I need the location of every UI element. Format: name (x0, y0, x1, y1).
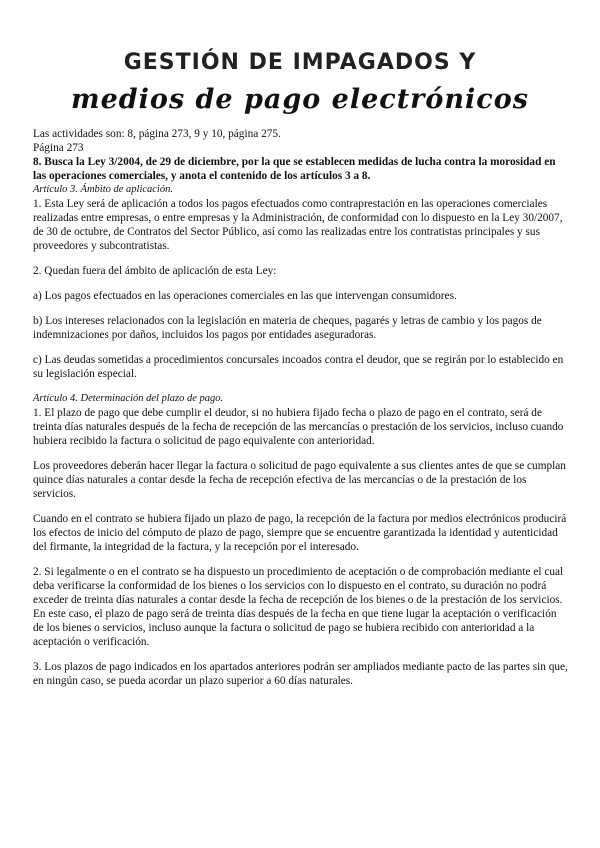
page-title: GESTIÓN DE IMPAGADOS Y (123, 50, 477, 75)
article-4-paragraph: Los proveedores deberán hacer llegar la factura o solicitud de pago equivalente a sus clientes antes de que se cumplan quince días naturales a contar desde la fecha de recepción efectiva de las mercancías o de la prestación de los servicios. (33, 460, 566, 500)
article-3-paragraph: a) Los pagos efectuados en las operaciones comerciales en las que intervengan consumidores. (33, 290, 457, 302)
question-text: 8. Busca la Ley 3/2004, de 29 de diciembre, por la que se establecen medidas de lucha contra la morosidad en las operaciones comerciales, y anota el contenido de los artículos 3 a 8. (33, 156, 556, 182)
article-3-paragraph: 2. Quedan fuera del ámbito de aplicación de esta Ley: (33, 265, 277, 277)
page-line: Página 273 (33, 142, 84, 154)
page-subtitle: medios de pago electrónicos (71, 84, 529, 115)
document-body (33, 127, 568, 699)
article-4-title: Artículo 4. Determinación del plazo de pago. (33, 393, 224, 404)
article-3-title: Artículo 3. Ámbito de aplicación. (33, 184, 173, 195)
intro-block (33, 127, 568, 183)
article-4-paragraph: 1. El plazo de pago que debe cumplir el deudor, si no hubiera fijado fecha o plazo de pago en el contrato, será de treinta días naturales después de la fecha de recepción de las mercancías o prestación de los servicios, incluso cuando hubiera recibido la factura o solicitud de pago equivalente con anterioridad. (33, 407, 564, 447)
article-4-paragraph: Cuando en el contrato se hubiera fijado un plazo de pago, la recepción de la factura por medios electrónicos producirá los efectos de inicio del cómputo de plazo de pago, siempre que se encuentre garantizada la identidad y autenticidad del firmante, la integridad de la factura, y la recepción por el interesado. (33, 513, 567, 553)
activities-line: Las actividades son: 8, página 273, 9 y 10, página 275. (33, 128, 281, 140)
article-3-paragraph: c) Las deudas sometidas a procedimientos concursales incoados contra el deudor, que se regirán por lo establecido en su legislación especial. (33, 354, 564, 380)
article-4-paragraph: 2. Si legalmente o en el contrato se ha dispuesto un procedimiento de aceptación o de comprobación mediante el cual deba verificarse la conformidad de los bienes o los servicios con lo dispuesto en el contrato, su duración no podrá exceder de treinta días naturales a contar desde la fecha de recepción de los bienes o de la prestación de los servicios. En este caso, el plazo de pago será de treinta días después de la fecha en que tiene lugar la aceptación o verificación de los bienes o servicios, incluso aunque la factura o solicitud de pago se hubiera recibido con anterioridad a la aceptación o verificación. (33, 566, 564, 648)
article-3-paragraph: 1. Esta Ley será de aplicación a todos los pagos efectuados como contraprestación en las operaciones comerciales realizadas entre empresas, o entre empresas y la Administración, de conformidad con lo dispuesto en la Ley 30/2007, de 30 de octubre, de Contratos del Sector Público, así como las realizadas entre los contratistas principales y sus proveedores y subcontratistas. (33, 198, 563, 252)
article-3-paragraph: b) Los intereses relacionados con la legislación en materia de cheques, pagarés y letras de cambio y los pagos de indemnizaciones por daños, incluidos los pagos por entidades aseguradoras. (33, 315, 542, 341)
article-4-paragraph: 3. Los plazos de pago indicados en los apartados anteriores podrán ser ampliados mediante pacto de las partes sin que, en ningún caso, se pueda acordar un plazo superior a 60 días naturales. (33, 661, 568, 687)
